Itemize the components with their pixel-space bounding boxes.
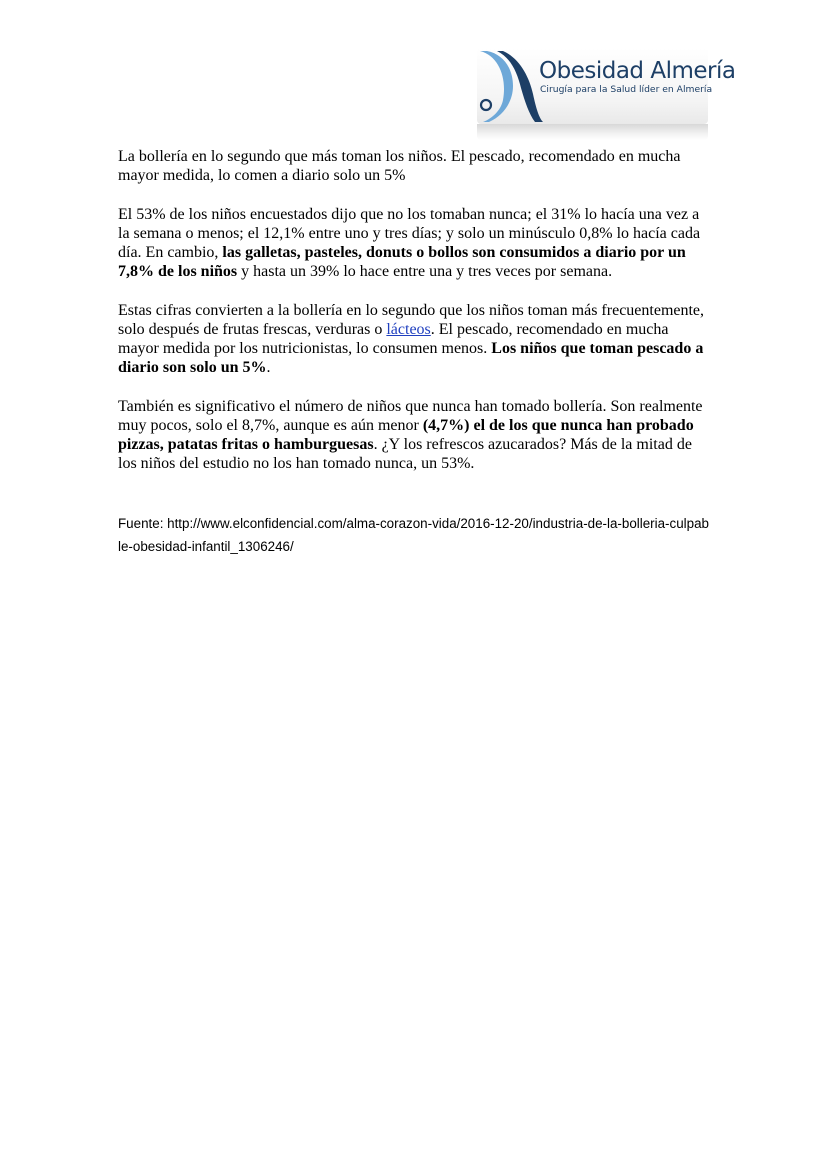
- paragraph-never-text-a: También es significativo el número de niños que nunca han tomado bollería. Son realmente muy pocos, solo el 8,7%, aunque es aún menor: [118, 397, 703, 434]
- paragraph-statistics-bold: las galletas, pasteles, donuts o bollos son consumidos a diario por un 7,8% de los niños: [118, 244, 686, 281]
- paragraph-intro-text: La bollería en lo segundo que más toman los niños. El pescado, recomendado en mucha mayor medida, lo comen a diario solo un 5%: [118, 148, 681, 185]
- paragraph-frequency-bold: Los niños que toman pescado a diario son solo un 5%: [118, 340, 704, 377]
- logo-subtitle: Cirugía para la Salud líder en Almería: [540, 84, 713, 95]
- paragraph-never-text-c: . ¿Y los refrescos azucarados? Más de la mitad de los niños del estudio no los han tomado nunca, un 53%.: [118, 436, 692, 473]
- paragraph-never-bold: (4,7%) el de los que nunca han probado pizzas, patatas fritas o hamburguesas: [118, 416, 694, 453]
- paragraph-never: [118, 397, 710, 474]
- paragraph-intro: [118, 147, 710, 185]
- paragraph-statistics-text-c: y hasta un 39% lo hace entre una y tres veces por semana.: [237, 263, 613, 281]
- paragraph-statistics-text-a: El 53% de los niños encuestados dijo que no los tomaban nunca; el 31% lo hacía una vez a la semana o menos; el 12,1% entre uno y tres días; y solo un minúsculo 0,8% lo hacía cada día. En cambio,: [118, 205, 701, 261]
- obesidad-almeria-logo: [477, 48, 736, 140]
- source-citation: Fuente: http://www.elconfidencial.com/alma-corazon-vida/2016-12-20/industria-de-la-bolleria-culpable-obesidad-infantil_1306246/: [118, 516, 709, 554]
- logo-title: Obesidad Almería: [539, 58, 736, 84]
- paragraph-frequency-text-b: . El pescado, recomendado en mucha mayor medida por los nutricionistas, lo consumen menos.: [118, 320, 669, 357]
- logo-swoosh-icon: [477, 48, 547, 124]
- logo-reflection: [477, 124, 708, 140]
- article-body: [118, 147, 710, 493]
- paragraph-frequency-text-d: .: [266, 359, 271, 377]
- paragraph-statistics: [118, 205, 710, 282]
- lacteos-link[interactable]: lácteos: [386, 320, 431, 338]
- paragraph-frequency-text-a: Estas cifras convierten a la bollería en lo segundo que los niños toman más frecuentemente, solo después de frutas frescas, verduras o: [118, 301, 705, 338]
- paragraph-frequency: [118, 301, 710, 378]
